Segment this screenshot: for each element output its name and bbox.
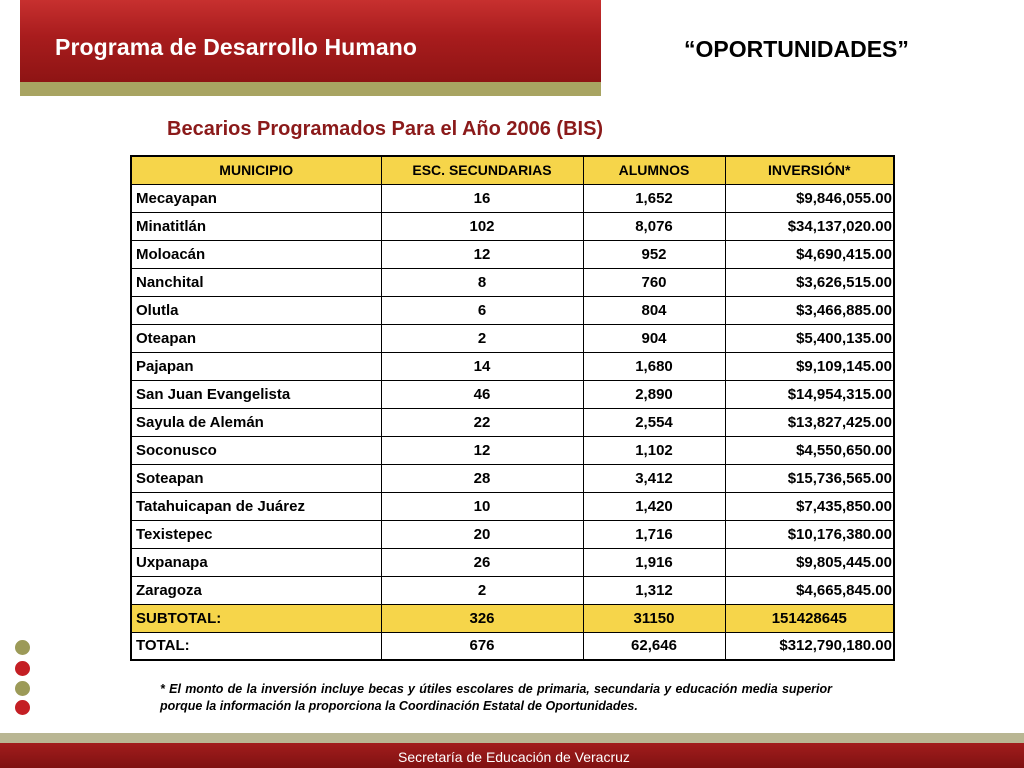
cell-municipio: Mecayapan xyxy=(131,184,381,212)
column-header-escuelas: ESC. SECUNDARIAS xyxy=(381,156,583,184)
cell-inversion: $312,790,180.00 xyxy=(725,632,894,660)
cell-alumnos: 3,412 xyxy=(583,464,725,492)
cell-escuelas: 26 xyxy=(381,548,583,576)
cell-inversion: $15,736,565.00 xyxy=(725,464,894,492)
cell-alumnos: 62,646 xyxy=(583,632,725,660)
table-row xyxy=(131,548,894,576)
cell-municipio: Texistepec xyxy=(131,520,381,548)
footer-text: Secretaría de Educación de Veracruz xyxy=(398,749,630,765)
cell-alumnos: 1,716 xyxy=(583,520,725,548)
cell-escuelas: 46 xyxy=(381,380,583,408)
cell-escuelas: 20 xyxy=(381,520,583,548)
cell-escuelas: 12 xyxy=(381,240,583,268)
table-row xyxy=(131,268,894,296)
cell-municipio: Uxpanapa xyxy=(131,548,381,576)
table-header-row xyxy=(131,156,894,184)
cell-alumnos: 2,890 xyxy=(583,380,725,408)
cell-municipio: Zaragoza xyxy=(131,576,381,604)
cell-alumnos: 1,680 xyxy=(583,352,725,380)
table-row xyxy=(131,324,894,352)
table-row xyxy=(131,520,894,548)
cell-municipio: Moloacán xyxy=(131,240,381,268)
decorative-dot xyxy=(15,661,30,676)
total-row xyxy=(131,632,894,660)
cell-inversion: $34,137,020.00 xyxy=(725,212,894,240)
cell-escuelas: 22 xyxy=(381,408,583,436)
cell-inversion: $3,626,515.00 xyxy=(725,268,894,296)
cell-escuelas: 12 xyxy=(381,436,583,464)
scholarship-table xyxy=(130,155,895,661)
table-row xyxy=(131,492,894,520)
table-body xyxy=(131,184,894,660)
cell-inversion: $4,665,845.00 xyxy=(725,576,894,604)
cell-alumnos: 2,554 xyxy=(583,408,725,436)
cell-escuelas: 6 xyxy=(381,296,583,324)
decorative-dot xyxy=(15,700,30,715)
cell-inversion: $10,176,380.00 xyxy=(725,520,894,548)
table-row xyxy=(131,212,894,240)
cell-escuelas: 16 xyxy=(381,184,583,212)
footer-stripe xyxy=(0,733,1024,743)
cell-escuelas: 28 xyxy=(381,464,583,492)
cell-municipio: Minatitlán xyxy=(131,212,381,240)
cell-inversion: $13,827,425.00 xyxy=(725,408,894,436)
page-title: Programa de Desarrollo Humano xyxy=(55,34,418,60)
table-row xyxy=(131,380,894,408)
column-header-inversion: INVERSIÓN* xyxy=(725,156,894,184)
cell-alumnos: 1,312 xyxy=(583,576,725,604)
table-row xyxy=(131,408,894,436)
table-row xyxy=(131,296,894,324)
cell-inversion: $9,846,055.00 xyxy=(725,184,894,212)
cell-inversion: $14,954,315.00 xyxy=(725,380,894,408)
cell-alumnos: 1,102 xyxy=(583,436,725,464)
cell-escuelas: 2 xyxy=(381,324,583,352)
program-name: “OPORTUNIDADES” xyxy=(684,36,909,62)
table-row xyxy=(131,240,894,268)
cell-municipio: Olutla xyxy=(131,296,381,324)
cell-municipio: Sayula de Alemán xyxy=(131,408,381,436)
table-title: Becarios Programados Para el Año 2006 (BIS) xyxy=(167,118,604,140)
cell-inversion: $4,690,415.00 xyxy=(725,240,894,268)
cell-inversion: $5,400,135.00 xyxy=(725,324,894,352)
cell-escuelas: 102 xyxy=(381,212,583,240)
cell-inversion: $9,109,145.00 xyxy=(725,352,894,380)
cell-inversion: $7,435,850.00 xyxy=(725,492,894,520)
decorative-dot xyxy=(15,681,30,696)
cell-alumnos: 760 xyxy=(583,268,725,296)
table-row xyxy=(131,184,894,212)
cell-escuelas: 2 xyxy=(381,576,583,604)
cell-alumnos: 1,652 xyxy=(583,184,725,212)
cell-alumnos: 8,076 xyxy=(583,212,725,240)
table-row xyxy=(131,576,894,604)
cell-inversion: 151428645 xyxy=(725,604,894,632)
cell-municipio: Oteapan xyxy=(131,324,381,352)
cell-municipio: Soteapan xyxy=(131,464,381,492)
column-header-municipio: MUNICIPIO xyxy=(131,156,381,184)
cell-alumnos: 804 xyxy=(583,296,725,324)
cell-alumnos: 904 xyxy=(583,324,725,352)
subtotal-row xyxy=(131,604,894,632)
table-row xyxy=(131,436,894,464)
cell-municipio: Soconusco xyxy=(131,436,381,464)
table-row xyxy=(131,352,894,380)
header-banner-stripe xyxy=(20,82,601,96)
cell-inversion: $9,805,445.00 xyxy=(725,548,894,576)
table-row xyxy=(131,464,894,492)
cell-inversion: $3,466,885.00 xyxy=(725,296,894,324)
cell-alumnos: 952 xyxy=(583,240,725,268)
cell-municipio: Nanchital xyxy=(131,268,381,296)
cell-alumnos: 31150 xyxy=(583,604,725,632)
cell-municipio: SUBTOTAL: xyxy=(131,604,381,632)
footnote: * El monto de la inversión incluye becas y útiles escolares de primaria, secundaria y educación media superior porque la información la proporciona la Coordinación Estatal de Oportunidades. xyxy=(160,682,832,713)
cell-municipio: Pajapan xyxy=(131,352,381,380)
cell-escuelas: 10 xyxy=(381,492,583,520)
cell-municipio: Tatahuicapan de Juárez xyxy=(131,492,381,520)
cell-escuelas: 14 xyxy=(381,352,583,380)
cell-inversion: $4,550,650.00 xyxy=(725,436,894,464)
cell-municipio: TOTAL: xyxy=(131,632,381,660)
decorative-dot xyxy=(15,640,30,655)
column-header-alumnos: ALUMNOS xyxy=(583,156,725,184)
cell-alumnos: 1,420 xyxy=(583,492,725,520)
cell-escuelas: 8 xyxy=(381,268,583,296)
cell-escuelas: 676 xyxy=(381,632,583,660)
cell-municipio: San Juan Evangelista xyxy=(131,380,381,408)
cell-alumnos: 1,916 xyxy=(583,548,725,576)
cell-escuelas: 326 xyxy=(381,604,583,632)
